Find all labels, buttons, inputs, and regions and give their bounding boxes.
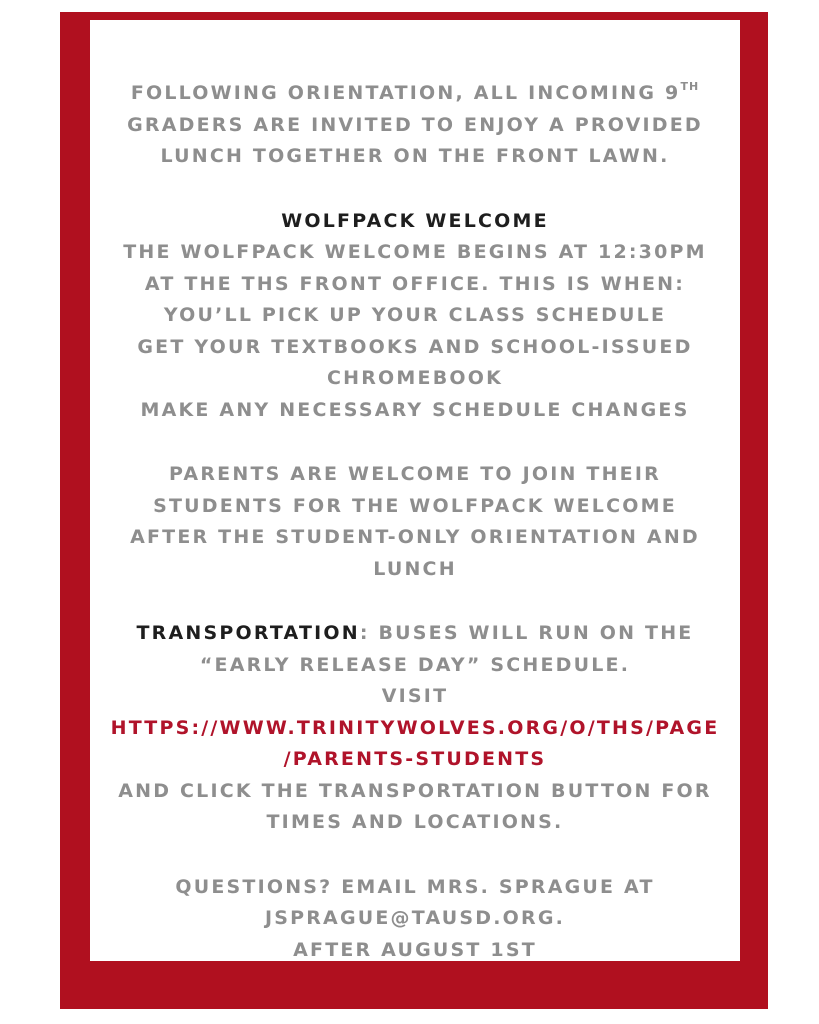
intro-line-1 <box>90 78 740 110</box>
transportation-text: : BUSES WILL RUN ON THE <box>359 622 694 644</box>
parents-section <box>90 459 740 585</box>
welcome-line: YOU’LL PICK UP YOUR CLASS SCHEDULE <box>163 304 667 326</box>
parents-line: STUDENTS FOR THE WOLFPACK WELCOME <box>153 494 677 517</box>
transportation-url-line-2[interactable]: /PARENTS-STUDENTS <box>283 748 547 770</box>
intro-section <box>90 78 740 173</box>
welcome-line: MAKE ANY NECESSARY SCHEDULE CHANGES <box>140 398 690 421</box>
welcome-line: THE WOLFPACK WELCOME BEGINS AT 12:30PM <box>123 241 707 263</box>
ordinal-suffix: TH <box>680 80 700 93</box>
welcome-section <box>90 206 740 427</box>
intro-line-1-text: FOLLOWING ORIENTATION, ALL INCOMING 9 <box>130 82 681 104</box>
contact-email[interactable]: JSPRAGUE@TAUSD.ORG. <box>264 907 566 929</box>
parents-line: LUNCH <box>373 557 457 580</box>
transportation-section <box>90 618 740 839</box>
welcome-line: CHROMEBOOK <box>326 367 504 389</box>
questions-section <box>90 872 740 967</box>
questions-line: AFTER AUGUST 1ST <box>293 938 537 961</box>
transportation-line-3: VISIT <box>381 685 449 707</box>
welcome-line: AT THE THS FRONT OFFICE. THIS IS WHEN: <box>144 272 686 295</box>
transportation-label: TRANSPORTATION <box>136 622 360 644</box>
transportation-line-5: TIMES AND LOCATIONS. <box>266 811 564 833</box>
transportation-line-2: “EARLY RELEASE DAY” SCHEDULE. <box>199 653 631 676</box>
questions-line: QUESTIONS? EMAIL MRS. SPRAGUE AT <box>175 875 655 898</box>
flyer-card <box>90 20 740 961</box>
welcome-line: GET YOUR TEXTBOOKS AND SCHOOL-ISSUED <box>137 335 693 358</box>
intro-line-3: LUNCH TOGETHER ON THE FRONT LAWN. <box>160 145 670 167</box>
flyer-content <box>90 78 740 966</box>
transportation-line-1 <box>90 618 740 650</box>
welcome-heading: WOLFPACK WELCOME <box>281 209 549 232</box>
parents-line: AFTER THE STUDENT-ONLY ORIENTATION AND <box>130 526 700 548</box>
intro-line-2: GRADERS ARE INVITED TO ENJOY A PROVIDED <box>127 113 703 136</box>
transportation-line-4: AND CLICK THE TRANSPORTATION BUTTON FOR <box>118 779 712 802</box>
transportation-url-line-1[interactable]: HTTPS://WWW.TRINITYWOLVES.ORG/O/THS/PAGE <box>110 716 720 739</box>
parents-line: PARENTS ARE WELCOME TO JOIN THEIR <box>169 463 661 485</box>
